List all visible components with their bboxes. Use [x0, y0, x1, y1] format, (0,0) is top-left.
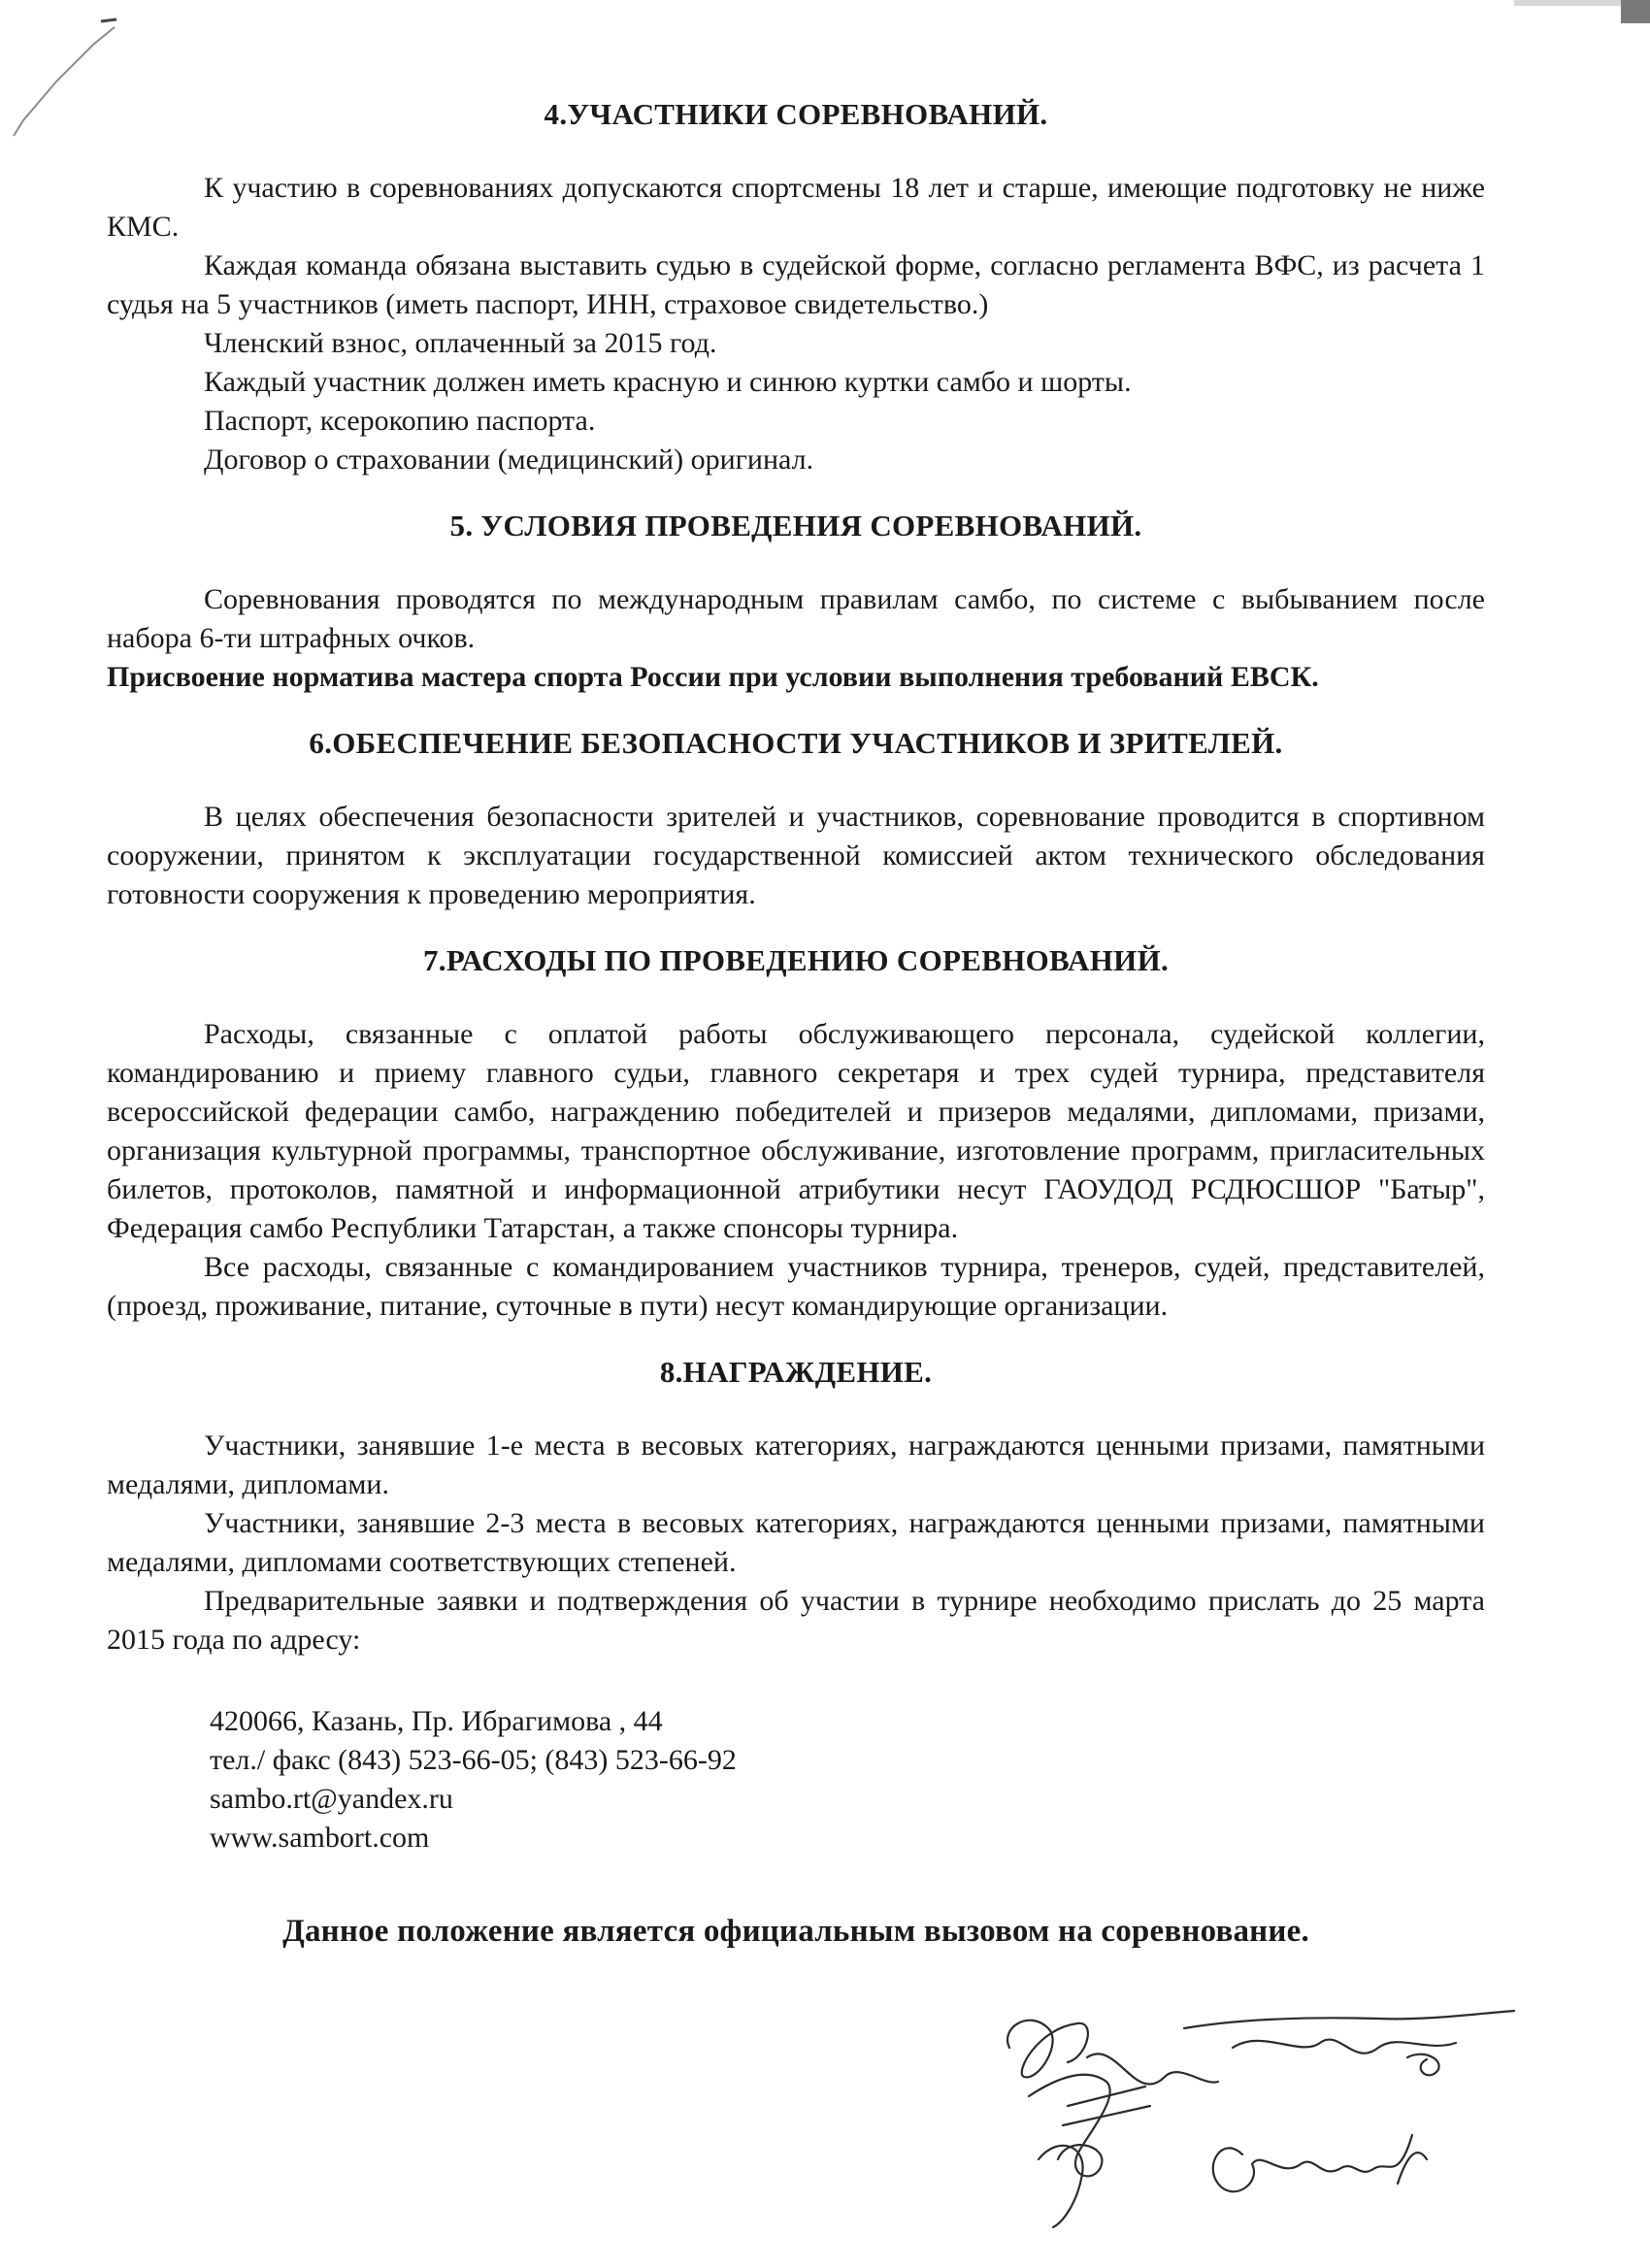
paragraph: В целях обеспечения безопасности зрителей и участников, соревнование проводится в спортивном сооружении, принятом к эксплуатации государственной комиссией актом технического обследования готовности сооружения к проведению мероприятия.	[107, 801, 1485, 910]
section-title: 6.ОБЕСПЕЧЕНИЕ БЕЗОПАСНОСТИ УЧАСТНИКОВ И ЗРИТЕЛЕЙ.	[309, 726, 1283, 760]
bold-paragraph: Присвоение норматива мастера спорта России при условии выполнения требований ЕВСК.	[107, 661, 1319, 693]
document-page	[107, 97, 1485, 1950]
signatures-image	[971, 1989, 1592, 2242]
paragraph: Расходы, связанные с оплатой работы обслуживающего персонала, судейской коллегии, командированию и приему главного судьи, главного секретаря и трех судей турнира, представителя всероссийской федерации самбо, награждению победителей и призеров медалями, дипломами, призами, организация культурной программы, транспортное обслуживание, изготовление программ, пригласительных билетов, протоколов, памятной и информационной атрибутики несут ГАОУДОД РСДЮСШОР "Батыр", Федерация самбо Республики Татарстан, а также спонсоры турнира.	[107, 1018, 1485, 1244]
section-title: 4.УЧАСТНИКИ СОРЕВНОВАНИЙ.	[544, 97, 1048, 131]
paragraph: Участники, занявшие 2-3 места в весовых категориях, награждаются ценными призами, памятными медалями, дипломами соответствующих степеней.	[107, 1507, 1485, 1578]
section-participants	[107, 97, 1485, 479]
section-title: 5. УСЛОВИЯ ПРОВЕДЕНИЯ СОРЕВНОВАНИЙ.	[449, 509, 1142, 542]
paragraph: К участию в соревнованиях допускаются спортсмены 18 лет и старше, имеющие подготовку не ниже КМС.	[107, 172, 1485, 243]
paragraph: Участники, занявшие 1-е места в весовых категориях, награждаются ценными призами, памятными медалями, дипломами.	[107, 1430, 1485, 1500]
section-expenses	[107, 943, 1485, 1326]
paragraph: Договор о страховании (медицинский) оригинал.	[204, 444, 814, 476]
scan-edge-shadow	[1514, 0, 1650, 29]
paragraph: Каждая команда обязана выставить судью в судейской форме, согласно регламента ВФС, из расчета 1 судья на 5 участников (иметь паспорт, ИНН, страховое свидетельство.)	[107, 249, 1485, 320]
paragraph: Предварительные заявки и подтверждения об участии в турнире необходимо прислать до 25 марта 2015 года по адресу:	[107, 1585, 1485, 1656]
section-awards	[107, 1355, 1485, 1857]
contact-block	[107, 1702, 1485, 1857]
section-title: 7.РАСХОДЫ ПО ПРОВЕДЕНИЮ СОРЕВНОВАНИЙ.	[422, 943, 1170, 977]
section-title: 8.НАГРАЖДЕНИЕ.	[659, 1355, 933, 1389]
paragraph: Каждый участник должен иметь красную и синюю куртки самбо и шорты.	[204, 366, 1132, 398]
section-conditions	[107, 509, 1485, 697]
paragraph: Паспорт, ксерокопию паспорта.	[204, 405, 596, 437]
contact-email[interactable]: sambo.rt@yandex.ru	[210, 1783, 453, 1815]
section-safety	[107, 726, 1485, 914]
closing-statement: Данное положение является официальным вызовом на соревнование.	[282, 1914, 1309, 1949]
paragraph: Соревнования проводятся по международным правилам самбо, по системе с выбыванием после набора 6-ти штрафных очков.	[107, 583, 1485, 654]
paragraph: Все расходы, связанные с командированием участников турнира, тренеров, судей, представителей, (проезд, проживание, питание, суточные в пути) несут командирующие организации.	[107, 1251, 1485, 1322]
contact-website[interactable]: www.sambort.com	[210, 1822, 430, 1854]
contact-phone: тел./ факс (843) 523-66-05; (843) 523-66-92	[210, 1744, 737, 1776]
paragraph: Членский взнос, оплаченный за 2015 год.	[204, 327, 717, 359]
contact-address: 420066, Казань, Пр. Ибрагимова , 44	[210, 1705, 663, 1737]
